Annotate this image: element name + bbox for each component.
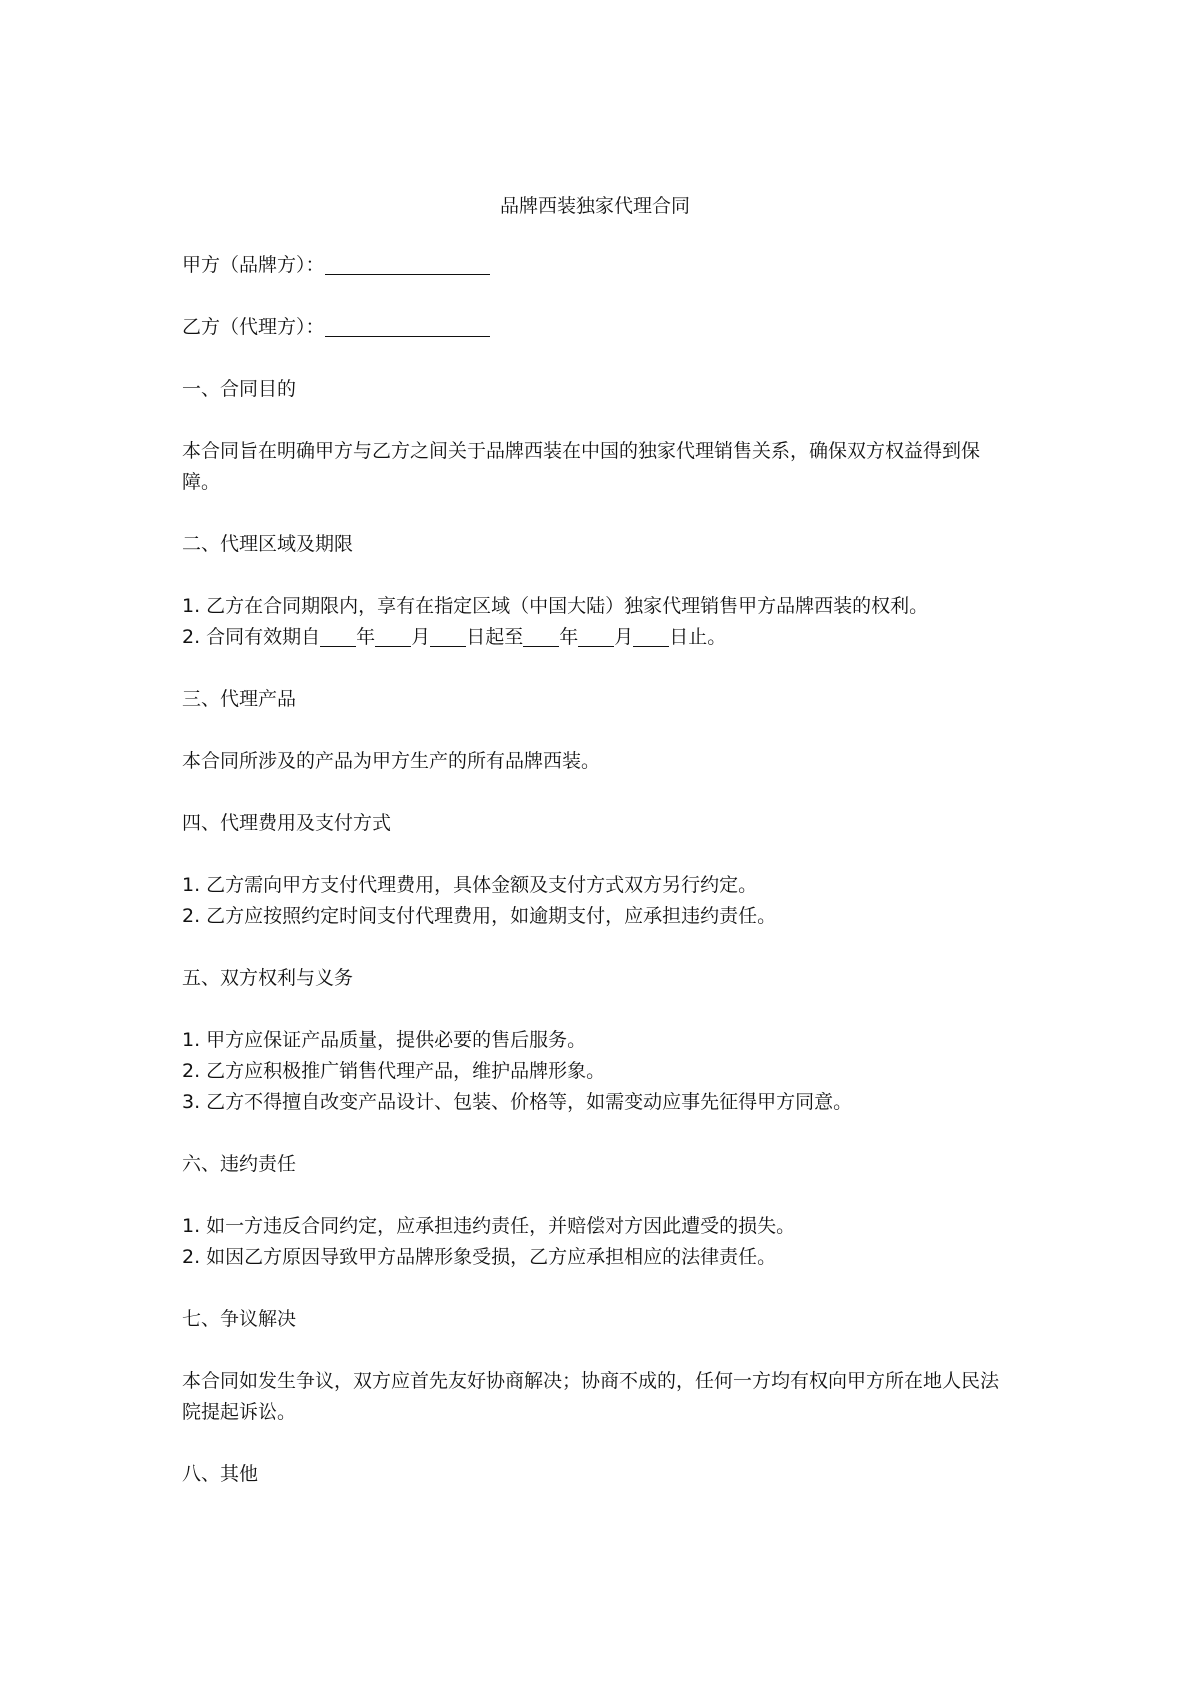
month-label: 月 — [614, 626, 634, 648]
day-from-label: 日起至 — [466, 626, 524, 648]
section-5-item-2: 2. 乙方应积极推广销售代理产品，维护品牌形象。 — [182, 1060, 606, 1082]
section-4-item-1: 1. 乙方需向甲方支付代理费用，具体金额及支付方式双方另行约定。 — [182, 874, 758, 896]
document-body — [182, 250, 1017, 1521]
end-day-blank — [633, 626, 669, 647]
section-4-heading: 四、代理费用及支付方式 — [182, 812, 392, 834]
section-3-heading: 三、代理产品 — [182, 688, 297, 710]
month-label: 月 — [411, 626, 431, 648]
section-1-heading: 一、合同目的 — [182, 378, 297, 400]
start-year-blank — [320, 626, 356, 647]
section-2-items — [182, 591, 1017, 653]
start-day-blank — [430, 626, 466, 647]
section-6-heading: 六、违约责任 — [182, 1153, 297, 1175]
section-6-item-1: 1. 如一方违反合同约定，应承担违约责任，并赔偿对方因此遭受的损失。 — [182, 1215, 796, 1237]
section-8-heading: 八、其他 — [182, 1463, 259, 1485]
start-month-blank — [375, 626, 411, 647]
party-a-line — [182, 250, 1017, 281]
party-b-label: 乙方（代理方）： — [182, 316, 325, 338]
year-label: 年 — [356, 626, 376, 648]
section-2-item-2 — [182, 622, 1017, 653]
section-5-items — [182, 1025, 1017, 1118]
section-4-items — [182, 870, 1017, 932]
section-6-items — [182, 1211, 1017, 1273]
end-year-blank — [523, 626, 559, 647]
section-2-item-1: 1. 乙方在合同期限内，享有在指定区域（中国大陆）独家代理销售甲方品牌西装的权利。 — [182, 595, 929, 617]
section-7-heading: 七、争议解决 — [182, 1308, 297, 1330]
year-label: 年 — [559, 626, 579, 648]
document-title: 品牌西装独家代理合同 — [499, 195, 690, 217]
party-a-blank — [325, 254, 490, 275]
party-b-line — [182, 312, 1017, 343]
section-5-heading: 五、双方权利与义务 — [182, 967, 354, 989]
section-6-item-2: 2. 如因乙方原因导致甲方品牌形象受损，乙方应承担相应的法律责任。 — [182, 1246, 777, 1268]
term-prefix: 2. 合同有效期自 — [182, 626, 321, 648]
section-5-item-3: 3. 乙方不得擅自改变产品设计、包装、价格等，如需变动应事先征得甲方同意。 — [182, 1091, 853, 1113]
section-2-heading: 二、代理区域及期限 — [182, 533, 354, 555]
end-month-blank — [578, 626, 614, 647]
section-3-body: 本合同所涉及的产品为甲方生产的所有品牌西装。 — [182, 750, 601, 772]
section-4-item-2: 2. 乙方应按照约定时间支付代理费用，如逾期支付，应承担违约责任。 — [182, 905, 777, 927]
section-5-item-1: 1. 甲方应保证产品质量，提供必要的售后服务。 — [182, 1029, 587, 1051]
section-1-body: 本合同旨在明确甲方与乙方之间关于品牌西装在中国的独家代理销售关系，确保双方权益得到保障。 — [182, 440, 981, 493]
party-a-label: 甲方（品牌方）： — [182, 254, 325, 276]
section-7-body: 本合同如发生争议，双方应首先友好协商解决；协商不成的，任何一方均有权向甲方所在地人民法院提起诉讼。 — [182, 1370, 1000, 1423]
party-b-blank — [325, 316, 490, 337]
day-end-label: 日止。 — [669, 626, 727, 648]
